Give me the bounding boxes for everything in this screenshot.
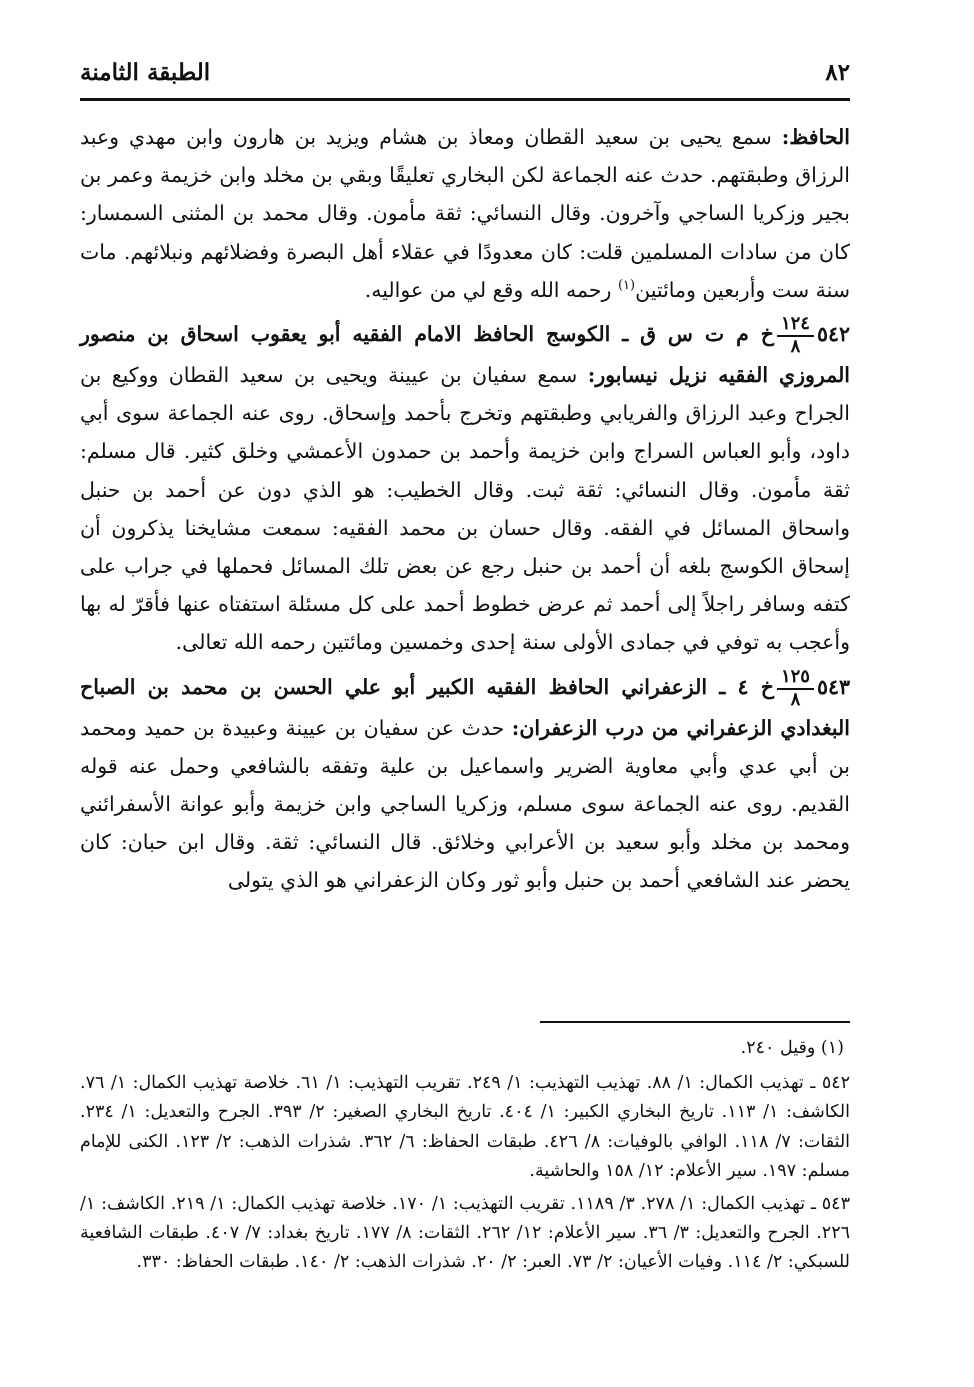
- entry-heading: خ ٤ ـ الزعفراني الحافظ الفقيه الكبير أبو علي الحسن بن محمد بن الصباح البغدادي الزعفراني من درب الزعفران:: [80, 674, 850, 740]
- footnote-rule: [540, 1021, 850, 1023]
- running-title: الطبقة الثامنة: [80, 58, 211, 86]
- entry-text: حدث عن سفيان بن عيينة وعبيدة بن حميد ومحمد بن أبي عدي وأبي معاوية الضرير واسماعيل بن علية وتفقه بالشافعي وحمل عنه قوله القديم. روى عنه الجماعة سوى مسلم، وزكريا الساجي وابن خزيمة وأبو عوانة الأسفرائني ومحمد بن مخلد وأبو سعيد بن الأعرابي وخلائق. قال النسائي: ثقة. وقال ابن حبان: كان يحضر عند الشافعي أحمد بن حنبل وأبو ثور وكان الزعفراني هو الذي يتولى: [80, 715, 850, 893]
- paragraph-lead: الحافظ:: [781, 125, 850, 149]
- footnotes: [80, 1034, 850, 1282]
- references-542: ٥٤٢ ـ تهذيب الكمال: ١/ ٨٨. تهذيب التهذيب: ١/ ٢٤٩. تقريب التهذيب: ١/ ٦١. خلاصة تهذيب الكمال: ١/ ٧٦. الكاشف: ١/ ١١٣. تاريخ البخاري الكبير: ١/ ٤٠٤. تاريخ البخاري الصغير: ٢/ ٣٩٣. الجرح والتعديل: ١/ ٢٣٤. الثقات: ٧/ ١١٨. الوافي بالوفيات: ٨/ ٤٢٦. طبقات الحفاظ: ٦/ ٣٦٢. شذرات الذهب: ٢/ ١٢٣. الكنى للإمام مسلم: ١٩٧. سير الأعلام: ١٢/ ١٥٨ والحاشية.: [80, 1073, 851, 1181]
- fraction-denominator: ٨: [790, 336, 801, 358]
- entry-fraction: [777, 665, 814, 710]
- references-543: ٥٤٣ ـ تهذيب الكمال: ١/ ٢٧٨. ٣/ ١١٨٩. تقريب التهذيب: ١/ ١٧٠. خلاصة تهذيب الكمال: ١/ ٢١٩. الكاشف: ١/ ٢٢٦. الجرح والتعديل: ٣/ ٣٦. سير الأعلام: ١٢/ ٢٦٢. الثقات: ٨/ ١٧٧. تاريخ بغداد: ٧/ ٤٠٧. طبقات الشافعية للسبكي: ٢/ ١١٤. وفيات الأعيان: ٢/ ٧٣. العبر: ٢/ ٢٠. شذرات الذهب: ٢/ ١٤٠. طبقات الحفاظ: ٣٣٠.: [80, 1194, 850, 1273]
- page-header: [80, 52, 850, 92]
- footnote-reference: (١): [617, 277, 636, 293]
- fraction-denominator: ٨: [790, 688, 801, 710]
- page-number: ٨٢: [825, 58, 850, 86]
- paragraph-tail: رحمه الله وقع لي من عواليه.: [364, 277, 618, 302]
- biography-entry-543: [80, 665, 850, 900]
- entry-number: ٥٤٣: [816, 674, 850, 699]
- paragraph-continuation: [80, 118, 850, 309]
- entry-number: ٥٤٢: [816, 322, 850, 347]
- entry-heading: خ م ت س ق ـ الكوسج الحافظ الامام الفقيه أبو يعقوب اسحاق بن منصور المروزي الفقيه نزيل نيسابور:: [80, 322, 851, 388]
- biography-entry-542: [80, 315, 850, 662]
- fraction-numerator: ١٢٥: [777, 668, 814, 690]
- entry-fraction: [777, 315, 814, 356]
- footnote-1: (١) وقيل ٢٤٠.: [740, 1038, 844, 1058]
- paragraph-text: سمع يحيى بن سعيد القطان ومعاذ بن هشام ويزيد بن هارون وابن مهدي وعبد الرزاق وطبقتهم. حدث عنه الجماعة لكن البخاري تعليقًا وبقي بن مخلد وابن خزيمة وعمر بن بجير وزكريا الساجي وآخرون. وقال النسائي: ثقة مأمون. وقال محمد بن المثنى السمسار: كان من سادات المسلمين قلت: كان معدودًا في عقلاء أهل البصرة وفضلائهم ونبلائهم. مات سنة ست وأربعين ومائتين: [80, 125, 850, 302]
- fraction-numerator: ١٢٤: [777, 315, 814, 337]
- header-rule: [80, 98, 850, 101]
- main-text: [80, 118, 850, 906]
- entry-text: سمع سفيان بن عيينة ويحيى بن سعيد القطان ووكيع بن الجراح وعبد الرزاق والفريابي وطبقتهم وتخرج بأحمد وإسحاق. روى عنه الجماعة سوى أبي داود، وأبو العباس السراج وابن خزيمة وأحمد بن حمدون الأعمشي وخلق كثير. قال مسلم: ثقة مأمون. وقال النسائي: ثقة ثبت. وقال الخطيب: هو الذي دون عن أحمد بن حنبل واسحاق المسائل في الفقه. وقال حسان بن محمد الفقيه: سمعت مشايخنا يذكرون أن إسحاق الكوسج بلغه أن أحمد بن حنبل رجع عن بعض تلك المسائل فحملها في جراب على كتفه وسافر راجلاً إلى أحمد ثم عرض خطوط أحمد على كل مسئلة استفتاه عنها فأقرّ له بها وأعجب به توفي في جمادى الأولى سنة إحدى وخمسين ومائتين رحمه الله تعالى.: [80, 363, 850, 655]
